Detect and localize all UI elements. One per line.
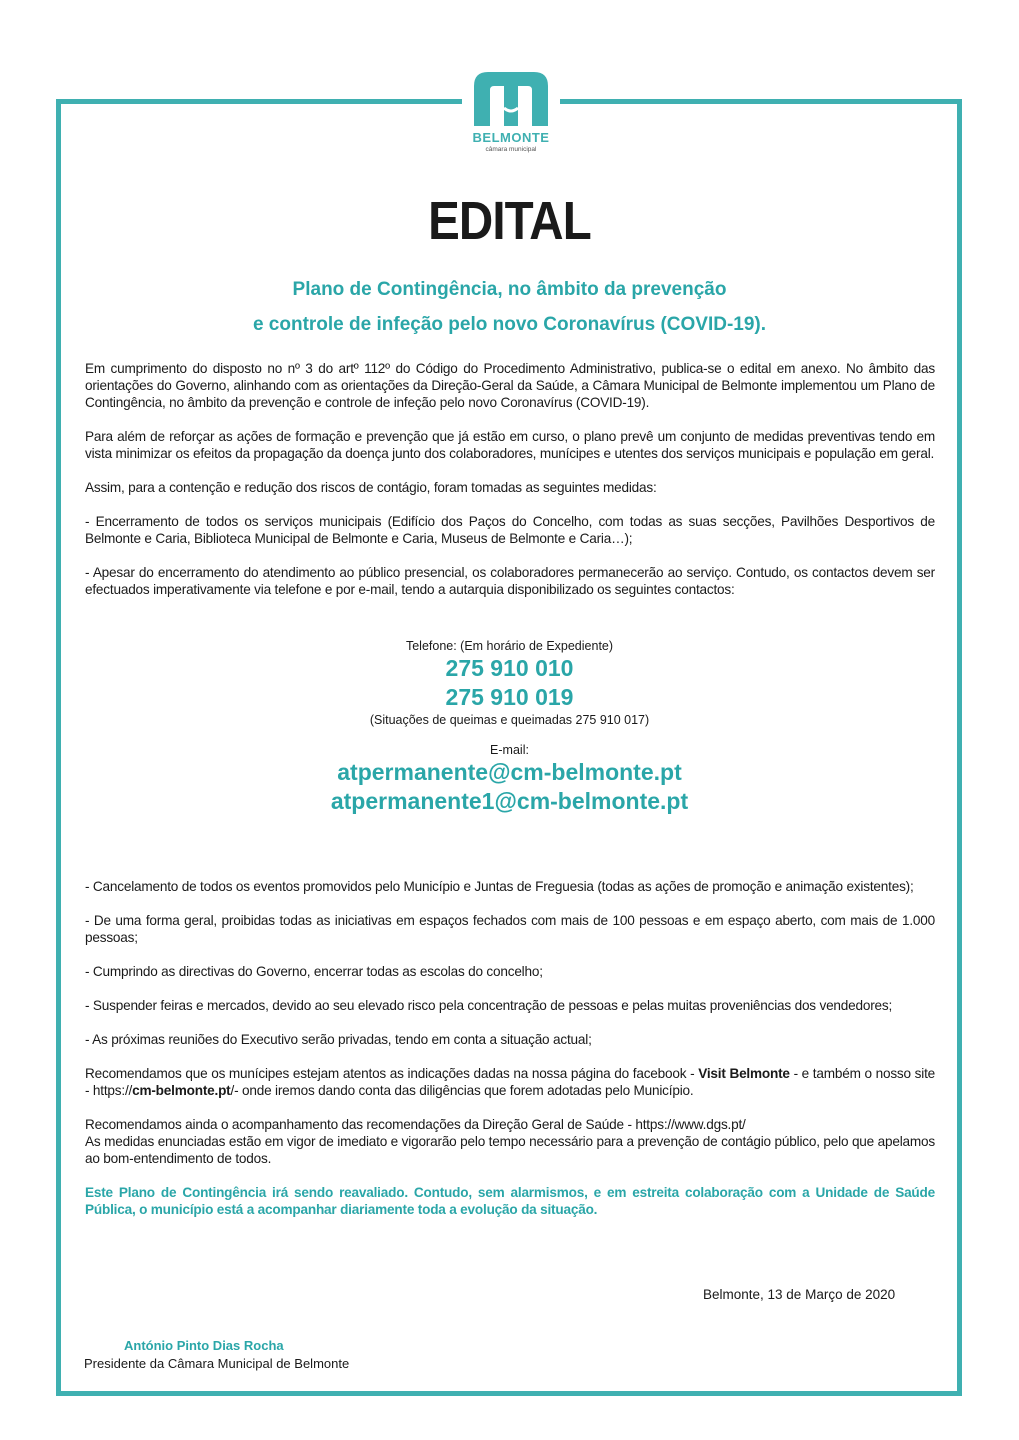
paragraph: - As próximas reuniões do Executivo serão privadas, tendo em conta a situação actual; bbox=[85, 1032, 592, 1047]
email-2[interactable]: atpermanente1@cm-belmonte.pt bbox=[330, 788, 689, 814]
belmonte-logo bbox=[462, 60, 560, 172]
facebook-page-link[interactable]: Visit Belmonte bbox=[698, 1066, 790, 1081]
logo-name: BELMONTE bbox=[472, 130, 550, 145]
facebook-paragraph: Recomendamos que os munícipes estejam atentos as indicações dadas na nossa página do facebook - Visit Belmonte - e também o nosso site - https://cm-belmonte.pt/- onde iremos dando conta das diligências que forem adotadas pelo Município. bbox=[85, 1066, 936, 1098]
paragraph: - Suspender feiras e mercados, devido ao seu elevado risco pela concentração de pessoas e pelas muitas proveniências dos vendedores; bbox=[85, 998, 893, 1013]
paragraph: - De uma forma geral, proibidas todas as iniciativas em espaços fechados com mais de 100 pessoas e em espaço aberto, com mais de 1.000 pessoas; bbox=[85, 913, 935, 945]
email-label: E-mail: bbox=[490, 743, 529, 757]
logo-subtitle: câmara municipal bbox=[485, 146, 537, 153]
date: Belmonte, 13 de Março de 2020 bbox=[703, 1287, 896, 1302]
paragraph: Para além de reforçar as ações de formação e prevenção que já estão em curso, o plano prevê um conjunto de medidas preventivas tendo em vista minimizar os efeitos da propagação da doença junto dos colaboradores, munícipes e utentes dos serviços municipais e população em geral. bbox=[85, 429, 935, 461]
website-link[interactable]: cm-belmonte.pt bbox=[132, 1083, 231, 1098]
dgs-paragraph bbox=[85, 1116, 935, 1167]
belmonte-m-icon bbox=[470, 68, 552, 128]
paragraph: - Cancelamento de todos os eventos promovidos pelo Município e Juntas de Freguesia (todas as ações de promoção e animação existentes); bbox=[85, 879, 914, 894]
measures-section bbox=[85, 878, 935, 1235]
signature-name: António Pinto Dias Rocha bbox=[124, 1338, 284, 1353]
phone-number-2: 275 910 019 bbox=[445, 684, 574, 710]
dgs-line: Recomendamos ainda o acompanhamento das recomendações da Direção Geral de Saúde - https://www.dgs.pt/ bbox=[85, 1117, 746, 1132]
phone-number-1: 275 910 010 bbox=[445, 655, 574, 681]
paragraph: - Cumprindo as directivas do Governo, encerrar todas as escolas do concelho; bbox=[85, 964, 543, 979]
phone-label: Telefone: (Em horário de Expediente) bbox=[405, 639, 614, 653]
paragraph: Assim, para a contenção e redução dos riscos de contágio, foram tomadas as seguintes medidas: bbox=[85, 480, 657, 495]
phone-note: (Situações de queimas e queimadas 275 910 017) bbox=[369, 713, 650, 727]
contacts-block bbox=[0, 638, 1019, 816]
signature-role: Presidente da Câmara Municipal de Belmonte bbox=[84, 1356, 350, 1371]
measures-validity: As medidas enunciadas estão em vigor de imediato e vigorarão pelo tempo necessário para a prevenção de contágio público, pelo que apelamos ao bom-entendimento de todos. bbox=[85, 1134, 935, 1166]
subtitle-line-2: e controle de infeção pelo novo Coronavírus (COVID-19). bbox=[252, 314, 767, 335]
paragraph: - Apesar do encerramento do atendimento ao público presencial, os colaboradores permanecerão ao serviço. Contudo, os contactos devem ser efectuados imperativamente via telefone e por e-mail, tendo a autarquia disponibilizado os seguintes contactos: bbox=[85, 565, 935, 597]
paragraph: Em cumprimento do disposto no nº 3 do artº 112º do Código do Procedimento Administrativo, publica-se o edital em anexo. No âmbito das orientações do Governo, alinhando com as orientações da Direção-Geral da Saúde, a Câmara Municipal de Belmonte implementou um Plano de Contingência, no âmbito da prevenção e controle de infeção pelo novo Coronavírus (COVID-19). bbox=[85, 361, 935, 410]
paragraph: - Encerramento de todos os serviços municipais (Edifício dos Paços do Concelho, com todas as suas secções, Pavilhões Desportivos de Belmonte e Caria, Biblioteca Municipal de Belmonte e Caria, Museus de Belmonte e Caria…); bbox=[85, 514, 935, 546]
email-1[interactable]: atpermanente@cm-belmonte.pt bbox=[337, 759, 682, 785]
subtitle-line-1: Plano de Contingência, no âmbito da prevenção bbox=[292, 279, 727, 300]
page-title: EDITAL bbox=[428, 191, 591, 251]
intro-section bbox=[85, 360, 935, 615]
closing-statement: Este Plano de Contingência irá sendo reavaliado. Contudo, sem alarmismos, e em estreita colaboração com a Unidade de Saúde Pública, o município está a acompanhar diariamente toda a evolução da situação. bbox=[85, 1185, 935, 1217]
